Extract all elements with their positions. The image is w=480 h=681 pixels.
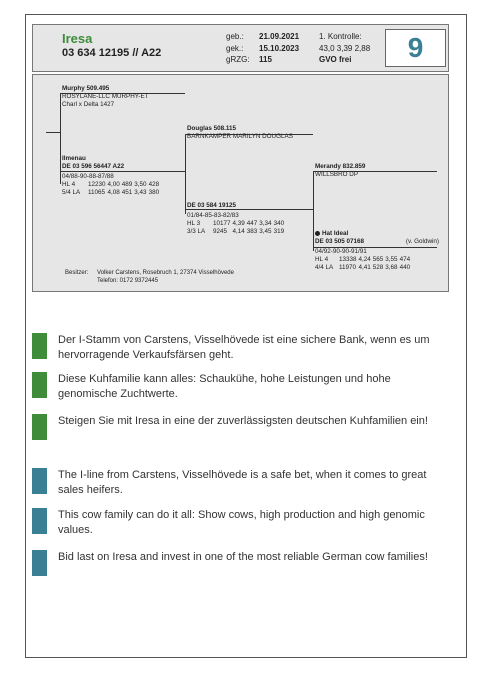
- first-test-label: 1. Kontrolle:: [319, 32, 362, 41]
- mgs-full-name: BARNKAMPER MARILYN DOUGLAS: [187, 133, 293, 140]
- bullet-dot-icon: [315, 231, 320, 236]
- calving-label: gek.:: [226, 43, 244, 53]
- sire-name: Murphy 509.495: [62, 85, 110, 92]
- sire-block: [62, 85, 149, 109]
- grand-dam-lactations: [187, 220, 286, 236]
- paragraph: The I-line from Carstens, Visselhövede is a safe bet, when it comes to great sales heifers.: [58, 469, 427, 496]
- root-line: [46, 132, 60, 133]
- great-grand-dam-lactations: [315, 256, 412, 272]
- mggs-block: [315, 163, 365, 179]
- mgs-name: Douglas 508.115: [187, 125, 237, 132]
- dam-classification: 04/88-90-88-87/88: [62, 173, 114, 180]
- grand-dam-vline: [313, 171, 314, 251]
- green-marker: [32, 372, 47, 398]
- animal-name: Iresa: [62, 31, 93, 46]
- mgs-block: [187, 125, 293, 141]
- green-marker: [32, 333, 47, 359]
- mggs-name: Merandy 832.859: [315, 163, 366, 170]
- dam-vline: [185, 134, 186, 214]
- owner-phone: Telefon: 0172 9372445: [97, 278, 159, 284]
- birth-date: 21.09.2021: [259, 32, 300, 41]
- lot-number: 9: [407, 32, 424, 63]
- gvo-status: GVO frei: [319, 55, 352, 64]
- text-en-1: [32, 468, 442, 498]
- grzg-value: 115: [259, 55, 272, 64]
- lactation-row: HL 3 10177 4,39 447 3,34 340: [187, 220, 285, 227]
- dam-block: [62, 155, 161, 197]
- calving-date: 15.10.2023: [259, 43, 300, 53]
- text-de-3: [32, 414, 442, 440]
- grzg-label: gRZG:: [226, 55, 250, 64]
- blue-marker: [32, 468, 47, 494]
- owner-label: Besitzer:: [65, 270, 89, 276]
- great-grand-dam-block: [315, 230, 439, 272]
- paragraph: Der I-Stamm von Carstens, Visselhövede ist eine sichere Bank, wenn es um hervorragende Verkaufsfärsen geht.: [58, 334, 430, 361]
- owner-block: [65, 269, 234, 285]
- green-marker: [32, 414, 47, 440]
- lactation-row: 3/3 LA 9245 4,14 383 3,45 319: [187, 228, 285, 235]
- mggs-full-name: WILLSBRO DP: [315, 171, 359, 178]
- text-de-2: [32, 372, 442, 402]
- text-en-2: [32, 508, 442, 538]
- text-en-3: [32, 550, 442, 576]
- paragraph: Steigen Sie mit Iresa in eine der zuverlässigsten deutschen Kuhfamilien ein!: [58, 415, 428, 427]
- great-grand-dam-id: DE 03 505 07168: [315, 238, 365, 245]
- owner-address: Volker Carstens, Rosebruch 1, 27374 Visselhövede: [97, 270, 234, 276]
- sire-parents: Charl x Delta 1427: [62, 101, 115, 108]
- first-test-block: [319, 31, 370, 66]
- dam-lactations: [62, 181, 161, 197]
- grand-dam-id: DE 03 584 19125: [187, 202, 237, 209]
- first-test-values: 43,0 3,39 2,88: [319, 43, 371, 53]
- paragraph: Diese Kuhfamilie kann alles: Schaukühe, hohe Leistungen und hohe genomische Zuchtwerte.: [58, 373, 391, 400]
- dam-id: DE 03 596 56447 A22: [62, 163, 125, 170]
- dam-name: Ilmenau: [62, 155, 86, 162]
- grand-dam-classification: 01/84-85-83-82/83: [187, 212, 239, 219]
- pedigree-chart: [32, 74, 449, 292]
- paragraph: This cow family can do it all: Show cows, high production and high genomic values.: [58, 509, 425, 536]
- great-grand-dam-name: Hat Ideal: [322, 230, 349, 237]
- blue-marker: [32, 508, 47, 534]
- text-de-1: [32, 333, 442, 363]
- great-grand-dam-classification: 04/92-90-90-91/91: [315, 248, 367, 255]
- lactation-row: 4/4 LA 11970 4,41 528 3,68 440: [315, 264, 411, 271]
- lactation-row: HL 4 12230 4,00 489 3,50 428: [62, 181, 160, 188]
- lactation-row: HL 4 13338 4,24 565 3,55 474: [315, 256, 411, 263]
- birth-label: geb.:: [226, 32, 244, 41]
- great-grand-dam-sire-note: (v. Goldwin): [405, 238, 439, 245]
- paragraph: Bid last on Iresa and invest in one of the most reliable German cow families!: [58, 551, 428, 563]
- sire-full-name: ROSYLANE-LLC MURPHY-ET: [62, 93, 149, 100]
- lactation-row: 5/4 LA 11065 4,08 451 3,43 380: [62, 189, 160, 196]
- date-block: [226, 31, 299, 66]
- animal-id: 03 634 12195 // A22: [62, 47, 162, 59]
- lot-number-box: [385, 29, 446, 67]
- grand-dam-block: [187, 202, 286, 236]
- blue-marker: [32, 550, 47, 576]
- animal-header: [32, 24, 449, 72]
